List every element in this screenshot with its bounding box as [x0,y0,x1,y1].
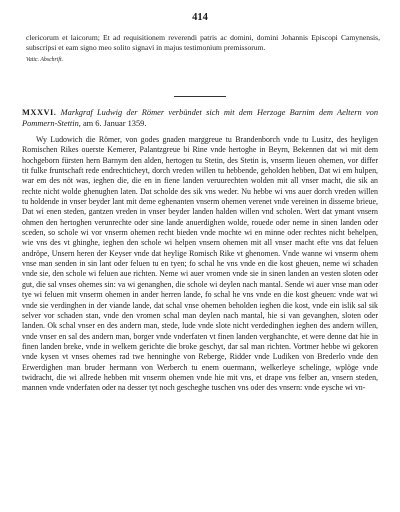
document-number: MXXVI. [22,108,57,117]
document-heading [22,108,378,129]
intro-text: clericorum et laicorum; Et ad requisitionem reverendi patris ac domini, domini Johannis Episcopi Camynensis, subscripsi et eam signo meo solito signavi in majus testimonium premissorum. [26,33,380,53]
preceding-document-ending [26,33,380,66]
source-note: Vatic. Abschrift. [26,57,64,64]
document-date: am 6. Januar 1359. [82,118,147,128]
document-title: Markgraf Ludwig der Römer verbündet sich mit dem Herzoge Barnim dem Aeltern von Pommern-Stettin, [22,108,379,128]
page-number: 414 [192,12,208,23]
document-body [22,135,378,394]
document-body-text: Wy Ludowich die Römer, von godes gnaden marggreue tu Brandenborch vnde tu Lusitz, des heyligen Romischen Rikes ouerste Kemerer, Palantzgreue bi Rine vnde hertoghe in Beyrn, Bekennen dat wi mit dem hochgeborn fürsten hern Barnym den alden, hertogen tu Stetin, des Stetin is, vnserm lieuen ohemen, vor differ tit fulke fruntschaft rede endrechticheyt, dorch vreden willen tu hebbende, geholden hebben, Dat wi em hulpen, war em des nöt was, ieghen die, die en in fiene landen veruurechten wolden mit all vnser macht, die sik an rechte nicht wolde ghenughen laten. Dat scholde des sik vns weder. Nu hebbe wi vns auer dorch vreden willen tu holdende in vnser beyder lant mit deme eghenanten vnserm ohemen verenet vnde vereinen in disseme brieue, Dat wi enen steden, gantzen vreden in vnser beyder landen halden willen vnd scholen. Wert dat ymant vnsern ohmen den hertoghen verunrechte oder sine lande anuerdighen wolde, rouede oder neme in sinen landen oder sceden, so schole wi vor vnserm ohemen recht bieden vnde mochte wi en minne oder rechtes nicht behelpen, wie vns des vt ghinghe, ieghen den schole wi helpen vnsern ohemen mit all vnser macht efte vns dat feluen andröpe, Unsern heren der Keyser vnde dat heylige Romisch Rike vt ghenomen. Vnde wanne wi vnserm ohem vnse man senden in sin lant oder feluen tu en tyen; fo schal he vns vnde en die kost gheuen, neme wi schaden vnde sie, den schole wi feluen aue richten. Neme wi auer vromen vnde sie in sinen landen an vesten sloten oder gut, die sal vnses ohemes sin: va wi genanghen, die schole wi deylen nach mantal. Sende wi auer vnse man oder tye wi feluen mit vnserm ohemen in ander herren lande, fo schal he vns vnde en die kost gheuen: vnde wat wi vnde sie verdinghen in der viande lande, dat schal vnse ohemen beholden ieghen die kost, vnde ein islik sal sik selver vor schaden stan, vnde den vromen schal man deylen nach mantal, hie si van gevanghen, sloten oder landen. Ok schal vnser en des andern man, stede, lude vnde slote nicht verdedinghen ieghen des andern willen, vnde vnser en sal des andern man, borger vnde vnderfaten vt finen landen verghanchte, et were denne dat hie in finen landen breke, vnde in welkem gerichte die broke geschyt, dar sal man richten. Vortmer hebbe wi gekoren vnde kysen vt vnses ohemes rad twe henninghe von Reberge, Ridder vnde Ludiken von Brederlo vnde den Erwerdighen man bruder hermann von Werberch tu enem ouermann, welkerleye schelinge, wplöge vnde twidracht, die wi allrede hebben mit vnserm ohemen vnde hie mit vns, et drape vns felber an, vnsern steden, mannen vnde vnderfaten oder na desser tyt noch gescheghe tuschen vns oder des vnsern: vnde eysche wi vn- [22,135,378,393]
section-divider [174,96,226,97]
